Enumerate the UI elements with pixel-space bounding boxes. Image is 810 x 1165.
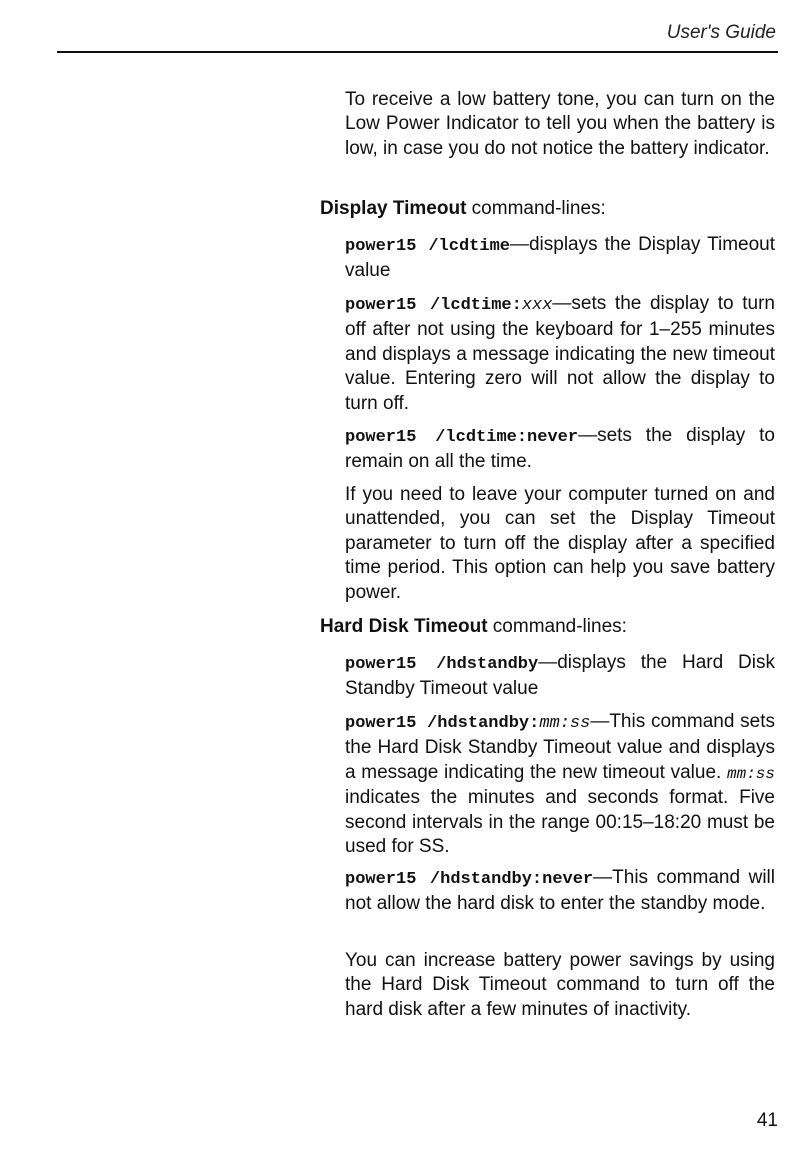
heading-rest: command-lines: [466,198,606,219]
format-description: indicates the minutes and seconds format. Five second intervals in the range 00:15–18:20 must be used for SS. [345,787,775,858]
command-code [345,714,590,733]
command-description: —sets the display to turn off after not using the keyboard for 1–255 minutes and displays a message indicating the new timeout value. Entering zero will not allow the display to turn off. [345,293,775,414]
command-item [345,710,775,859]
command-code-base: power15 /lcdtime: [345,296,522,315]
command-description: —displays the Display Timeout value [345,234,775,282]
command-code-base: power15 /hdstandby: [345,714,540,733]
command-item [345,233,775,284]
command-code: power15 /lcdtime [345,237,510,256]
command-item [345,651,775,702]
display-note-paragraph: If you need to leave your computer turned on and unattended, you can set the Display Timeout parameter to turn off the display after a specified time period. This option can help you save battery power. [345,484,775,603]
command-description: —sets the display to remain on all the time. [345,425,775,473]
running-header: User's Guide [666,22,776,43]
intro-paragraph: To receive a low battery tone, you can turn on the Low Power Indicator to tell you when the battery is low, in case you do not notice the battery indicator. [345,89,775,159]
command-argument: mm:ss [539,714,591,733]
heading-rest: command-lines: [487,616,627,637]
display-timeout-heading [320,197,780,221]
heading-bold: Hard Disk Timeout [320,616,488,637]
heading-bold: Display Timeout [320,198,467,219]
command-argument: xxx [521,296,553,315]
header-rule [57,51,778,53]
page-number: 41 [756,1110,778,1131]
command-item [345,866,775,917]
command-description: —displays the Hard Disk Standby Timeout value [345,652,775,700]
command-code: power15 /lcdtime:never [345,428,579,447]
command-code: power15 /hdstandby:never [345,870,594,889]
format-code: mm:ss [727,764,776,783]
hard-disk-timeout-heading [320,615,780,639]
command-code: power15 /hdstandby [345,655,539,674]
hard-disk-note-paragraph: You can increase battery power savings by using the Hard Disk Timeout command to turn off the hard disk after a few minutes of inactivity. [345,950,775,1020]
command-description: —This command will not allow the hard disk to enter the standby mode. [345,867,775,915]
command-item [345,292,775,416]
command-code [345,296,552,315]
command-item [345,424,775,475]
command-description: —This command sets the Hard Disk Standby Timeout value and displays a message indicating the new timeout value. [345,711,775,783]
